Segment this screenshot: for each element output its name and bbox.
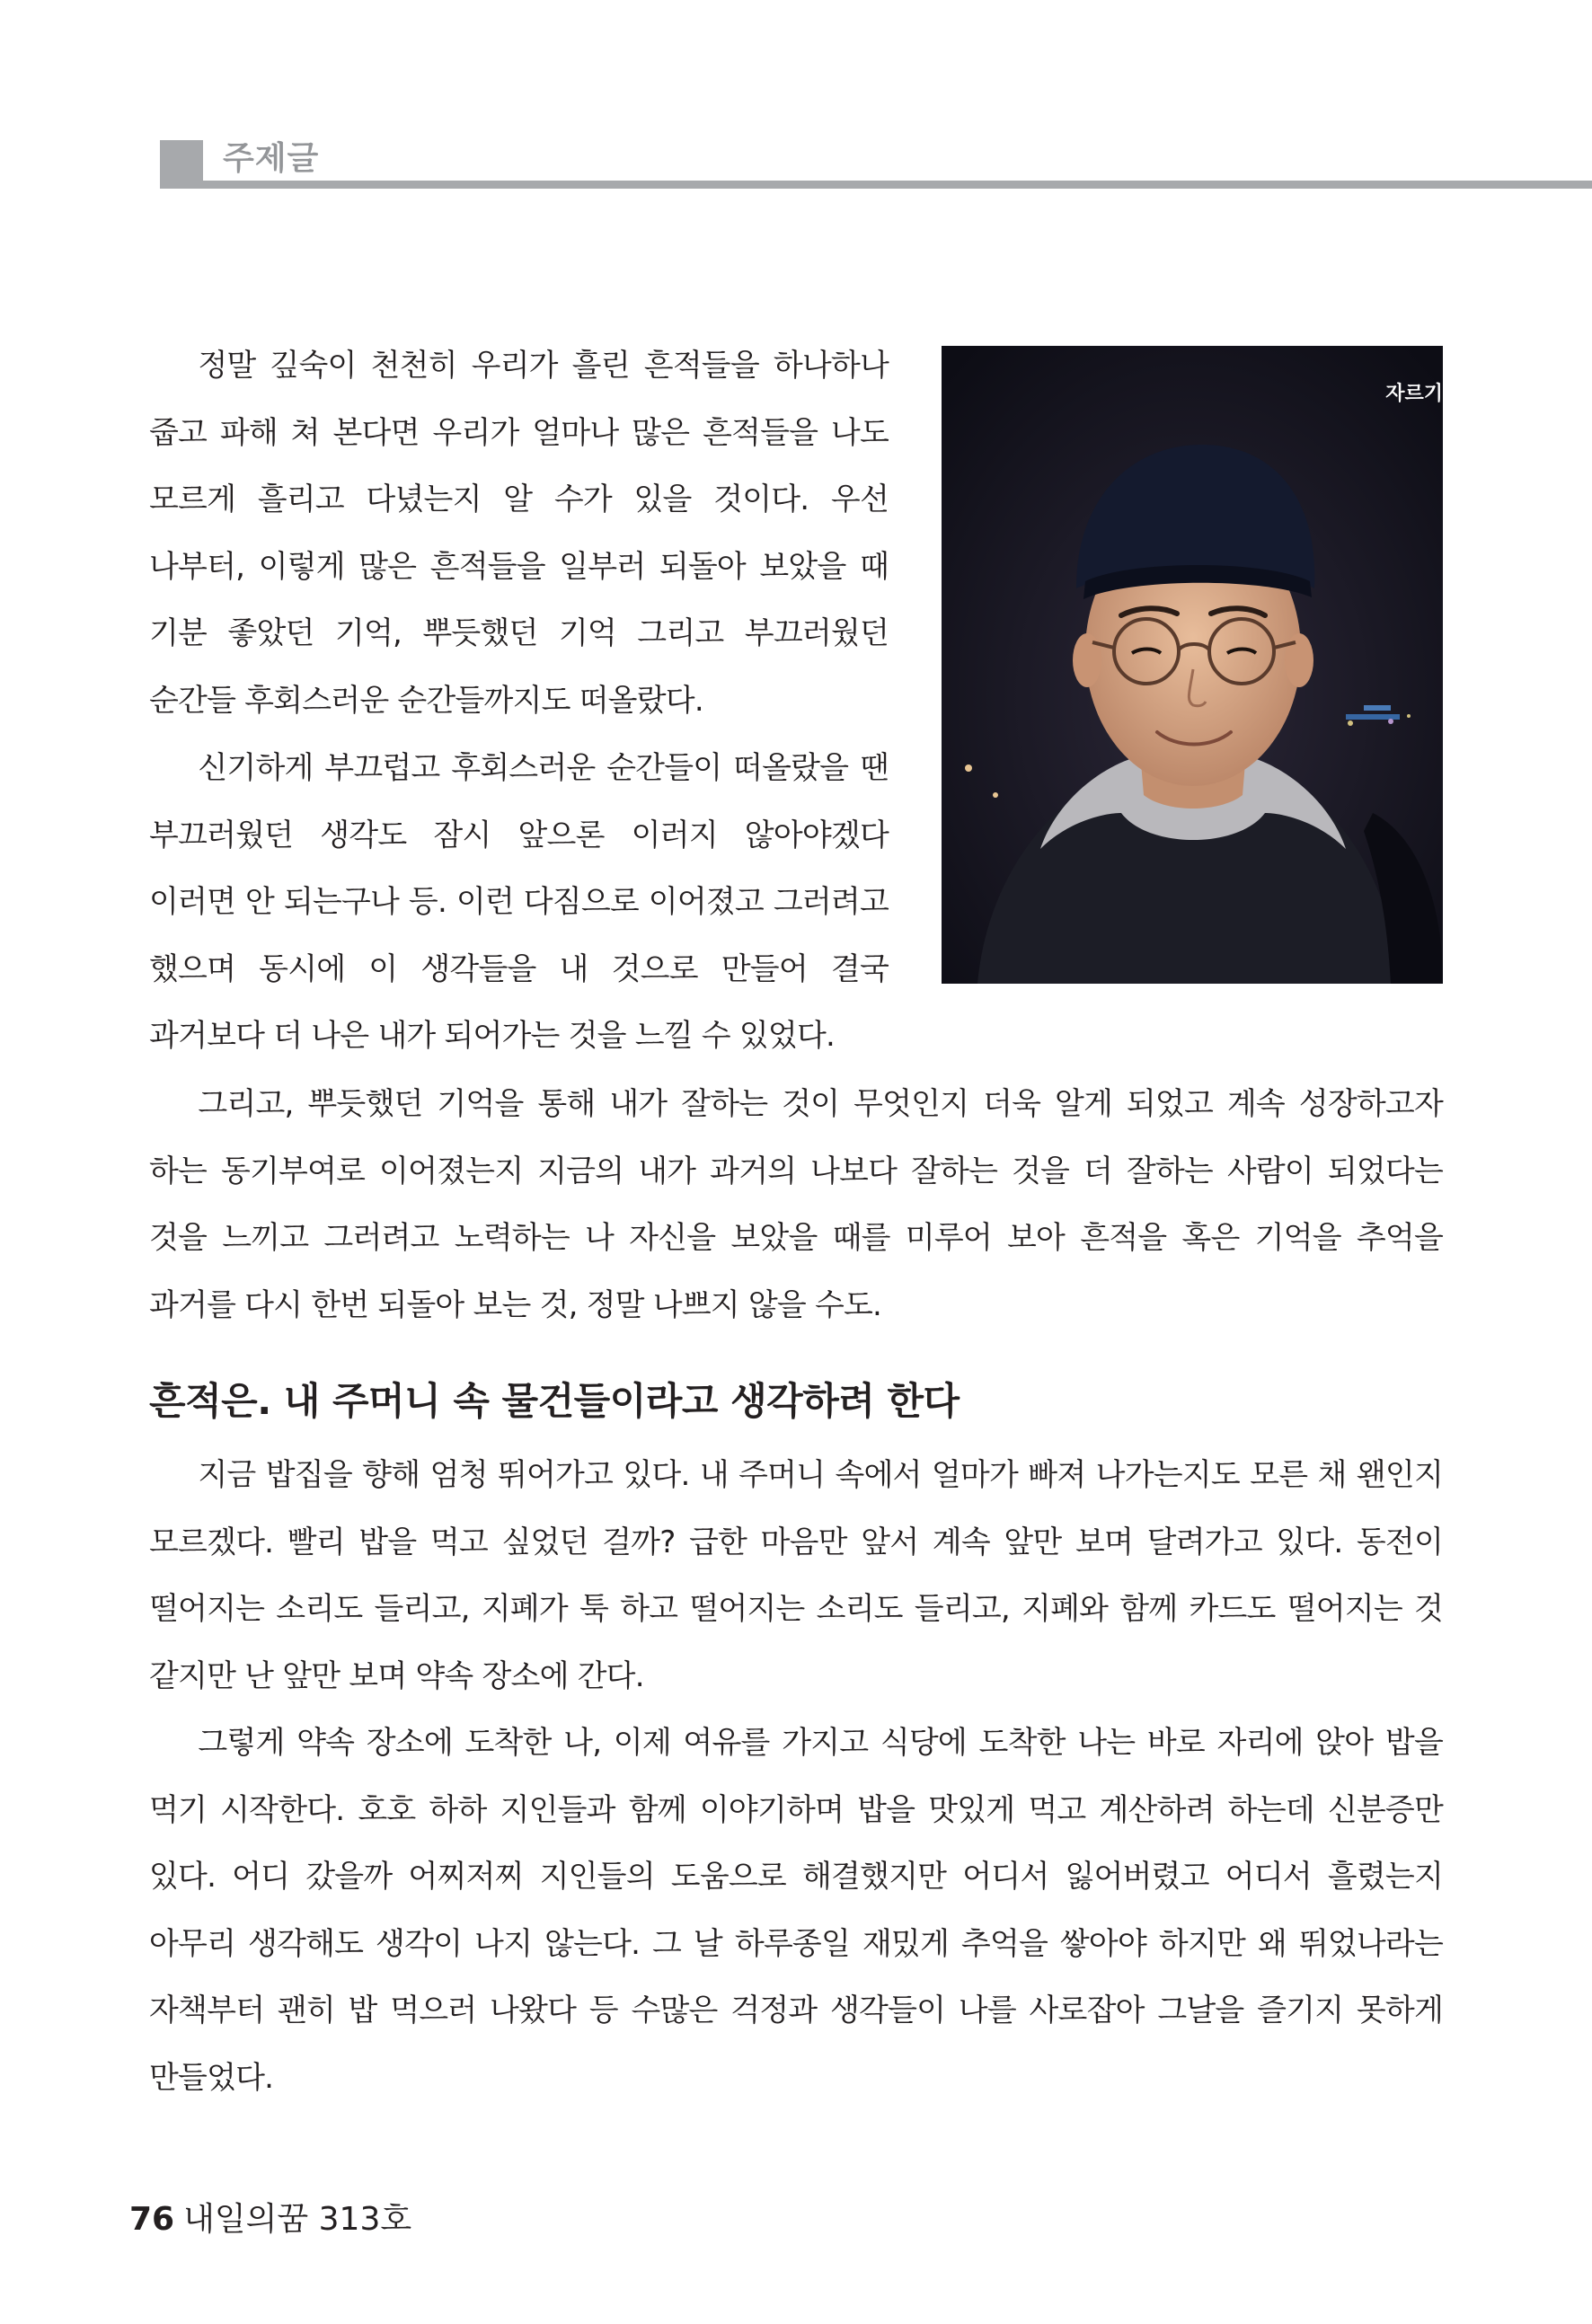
section-divider [160,181,1592,189]
paragraph-3: 그리고, 뿌듯했던 기억을 통해 내가 잘하는 것이 무엇인지 더욱 알게 되었고 계속 성장하고자 하는 동기부여로 이어졌는지 지금의 내가 과거의 나보다 잘하는 것을 더 잘하는 사람이 되었다는 것을 느끼고 그러려고 노력하는 나 자신을 보았을 때를 미루어 보아 흔적을 혹은 기억을 추억을 과거를 다시 한번 되돌아 보는 것, 정말 나쁘지 않을 수도. [149,1086,1443,1323]
portrait-illustration [942,346,1443,984]
page-number: 76 [129,2201,175,2238]
section-label: 주제글 [223,140,320,177]
paragraph-4: 지금 밥집을 향해 엄청 뛰어가고 있다. 내 주머니 속에서 얼마가 빠져 나가는지도 모른 채 왠인지 모르겠다. 빨리 밥을 먹고 싶었던 걸까? 급한 마음만 앞서 계속 앞만 보며 달려가고 있다. 동전이 떨어지는 소리도 들리고, 지폐가 툭 하고 떨어지는 소리도 들리고, 지폐와 함께 카드도 떨어지는 것 같지만 난 앞만 보며 약속 장소에 간다. [149,1457,1443,1694]
portrait-photo [942,346,1443,984]
page-footer [129,2194,411,2240]
paragraph-2: 신기하게 부끄럽고 후회스러운 순간들이 떠올랐을 땐 부끄러웠던 생각도 잠시 앞으론 이러지 않아야겠다 이러면 안 되는구나 등. 이런 다짐으로 이어졌고 그러려고 했으며 동시에 이 생각들을 내 것으로 만들어 결국 과거보다 더 나은 내가 되어가는 것을 느낄 수 있었다. [149,750,889,1055]
paragraph-5: 그렇게 약속 장소에 도착한 나, 이제 여유를 가지고 식당에 도착한 나는 바로 자리에 앉아 밥을 먹기 시작한다. 호호 하하 지인들과 함께 이야기하며 밥을 맛있게 먹고 계산하려 하는데 신분증만 있다. 어디 갔을까 어찌저찌 지인들의 도움으로 해결했지만 어디서 잃어버렸고 어디서 흘렸는지 아무리 생각해도 생각이 나지 않는다. 그 날 하루종일 재밌게 추억을 쌓아야 하지만 왜 뛰었나라는 자책부터 괜히 밥 먹으러 나왔다 등 수많은 걱정과 생각들이 나를 사로잡아 그날을 즐기지 못하게 만들었다. [149,1725,1444,2096]
publication-title: 내일의꿈 313호 [183,2201,412,2238]
paragraph-1: 정말 깊숙이 천천히 우리가 흘린 흔적들을 하나하나 줍고 파해 쳐 본다면 우리가 얼마나 많은 흔적들을 나도 모르게 흘리고 다녔는지 알 수가 있을 것이다. 우선 나부터, 이렇게 많은 흔적들을 일부러 되돌아 보았을 때 기분 좋았던 기억, 뿌듯했던 기억 그리고 부끄러웠던 순간들 후회스러운 순간들까지도 떠올랐다. [149,348,889,719]
photo-crop-label: 자르기 [1385,383,1443,405]
section-heading: 흔적은. 내 주머니 속 물건들이라고 생각하려 한다 [149,1379,960,1423]
